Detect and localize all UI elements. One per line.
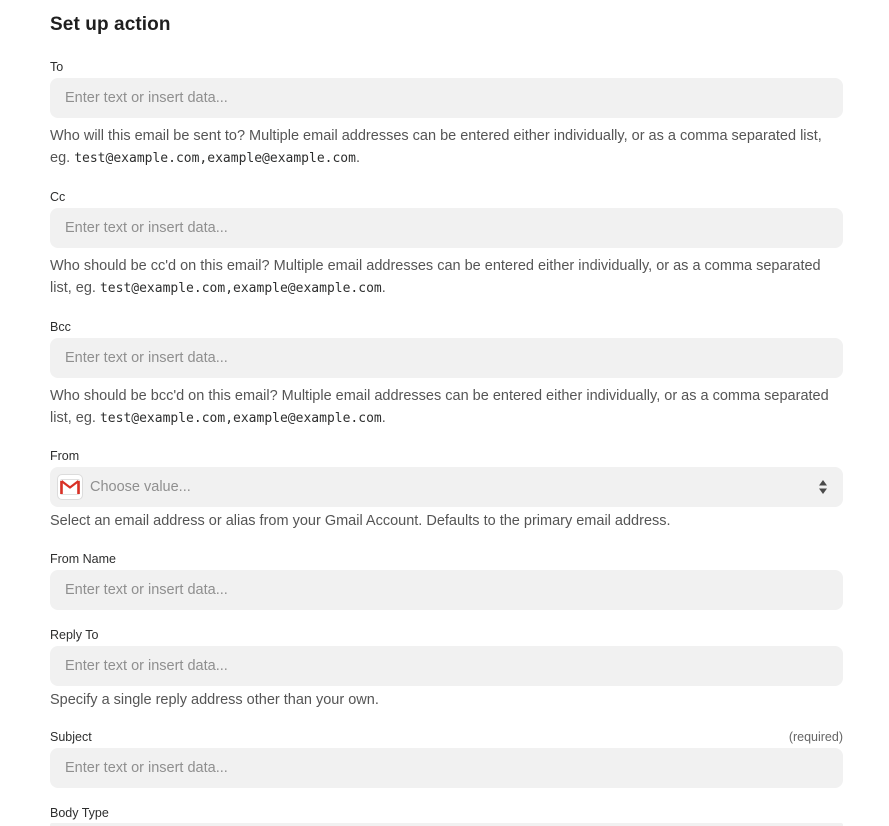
reply-to-placeholder: Enter text or insert data... [65, 658, 228, 674]
to-input[interactable] [50, 78, 843, 118]
cc-placeholder: Enter text or insert data... [65, 220, 228, 236]
reply-to-help: Specify a single reply address other than your own. [50, 692, 379, 708]
to-placeholder: Enter text or insert data... [65, 90, 228, 106]
section-title: Set up action [50, 14, 171, 35]
to-help-text: Who will this email be sent to? Multiple email addresses can be entered either individually, or as a comma separated list, [50, 128, 822, 144]
cc-help [50, 255, 843, 300]
subject-placeholder: Enter text or insert data... [65, 760, 228, 776]
bcc-help-text: Who should be bcc'd on this email? Multiple email addresses can be entered either individually, or as a comma separated [50, 388, 829, 404]
required-indicator: (required) [788, 730, 843, 744]
cc-label: Cc [50, 190, 66, 204]
to-help [50, 125, 843, 170]
cc-help-text: Who should be cc'd on this email? Multiple email addresses can be entered either individually, or as a comma separated [50, 258, 821, 274]
bcc-help-prefix: list, eg. [50, 410, 96, 426]
to-help-suffix: . [355, 150, 360, 166]
from-label: From [50, 449, 80, 463]
body-type-label: Body Type [50, 806, 109, 820]
to-label: To [50, 60, 64, 74]
bcc-label: Bcc [50, 320, 71, 334]
subject-input[interactable] [50, 748, 843, 788]
cc-input[interactable] [50, 208, 843, 248]
from-name-label: From Name [50, 552, 116, 566]
from-placeholder: Choose value... [90, 479, 191, 495]
subject-label: Subject [50, 730, 92, 744]
bcc-placeholder: Enter text or insert data... [65, 350, 228, 366]
to-help-prefix: eg. [50, 150, 71, 166]
to-help-example: test@example.com,example@example.com [74, 151, 356, 166]
from-select[interactable] [50, 467, 843, 507]
bcc-input[interactable] [50, 338, 843, 378]
from-name-input[interactable] [50, 570, 843, 610]
gmail-icon [57, 474, 83, 500]
sort-updown-icon [818, 479, 828, 495]
cc-help-example: test@example.com,example@example.com [99, 281, 382, 296]
bcc-help-suffix: . [381, 410, 386, 426]
bcc-help [50, 385, 843, 430]
bcc-help-example: test@example.com,example@example.com [99, 411, 382, 426]
from-name-placeholder: Enter text or insert data... [65, 582, 228, 598]
cc-help-prefix: list, eg. [50, 280, 96, 296]
reply-to-label: Reply To [50, 628, 99, 642]
cc-help-suffix: . [381, 280, 386, 296]
reply-to-input[interactable] [50, 646, 843, 686]
from-help: Select an email address or alias from your Gmail Account. Defaults to the primary email address. [50, 513, 671, 529]
